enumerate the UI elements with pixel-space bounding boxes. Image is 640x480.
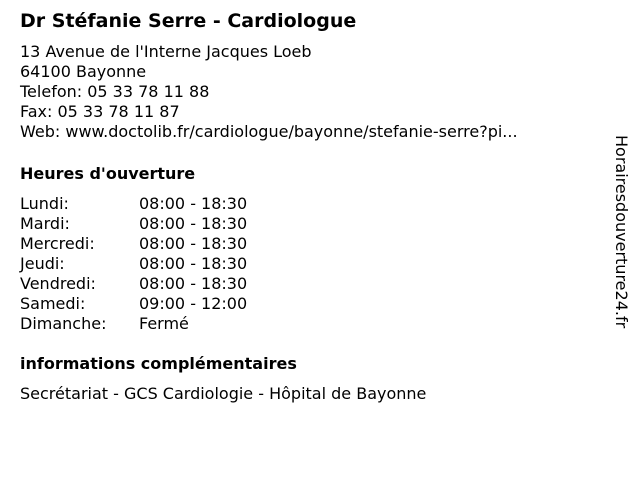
day-label: Vendredi:	[20, 274, 96, 293]
extra-info-heading: informations complémentaires	[20, 354, 297, 373]
opening-hours-heading: Heures d'ouverture	[20, 164, 196, 183]
time-value: 08:00 - 18:30	[139, 234, 248, 253]
day-label: Samedi:	[20, 294, 86, 313]
day-label: Jeudi:	[20, 254, 65, 273]
day-label: Mardi:	[20, 214, 70, 233]
time-value: 08:00 - 18:30	[139, 254, 248, 273]
hours-row-mardi	[20, 214, 247, 234]
time-value: 08:00 - 18:30	[139, 194, 248, 213]
hours-row-dimanche	[20, 314, 247, 334]
hours-row-vendredi	[20, 274, 247, 294]
contact-info	[20, 42, 518, 142]
time-value: 08:00 - 18:30	[139, 274, 248, 293]
day-label: Mercredi:	[20, 234, 95, 253]
website-line: Web: www.doctolib.fr/cardiologue/bayonne/stefanie-serre?pi...	[20, 122, 518, 141]
phone-line: Telefon: 05 33 78 11 88	[20, 82, 210, 101]
time-value: 08:00 - 18:30	[139, 214, 248, 233]
hours-row-samedi	[20, 294, 247, 314]
page-title: Dr Stéfanie Serre - Cardiologue	[20, 10, 357, 32]
day-label: Lundi:	[20, 194, 69, 213]
hours-row-jeudi	[20, 254, 247, 274]
hours-row-mercredi	[20, 234, 247, 254]
address-line: 13 Avenue de l'Interne Jacques Loeb	[20, 42, 312, 61]
opening-hours-list	[20, 194, 247, 334]
day-label: Dimanche:	[20, 314, 107, 333]
time-value: Fermé	[139, 314, 189, 333]
extra-info-text: Secrétariat - GCS Cardiologie - Hôpital de Bayonne	[20, 384, 427, 403]
site-watermark-label: Horairesdouverture24.fr	[612, 135, 631, 329]
hours-row-lundi	[20, 194, 247, 214]
time-value: 09:00 - 12:00	[139, 294, 248, 313]
fax-line: Fax: 05 33 78 11 87	[20, 102, 180, 121]
city-line: 64100 Bayonne	[20, 62, 147, 81]
